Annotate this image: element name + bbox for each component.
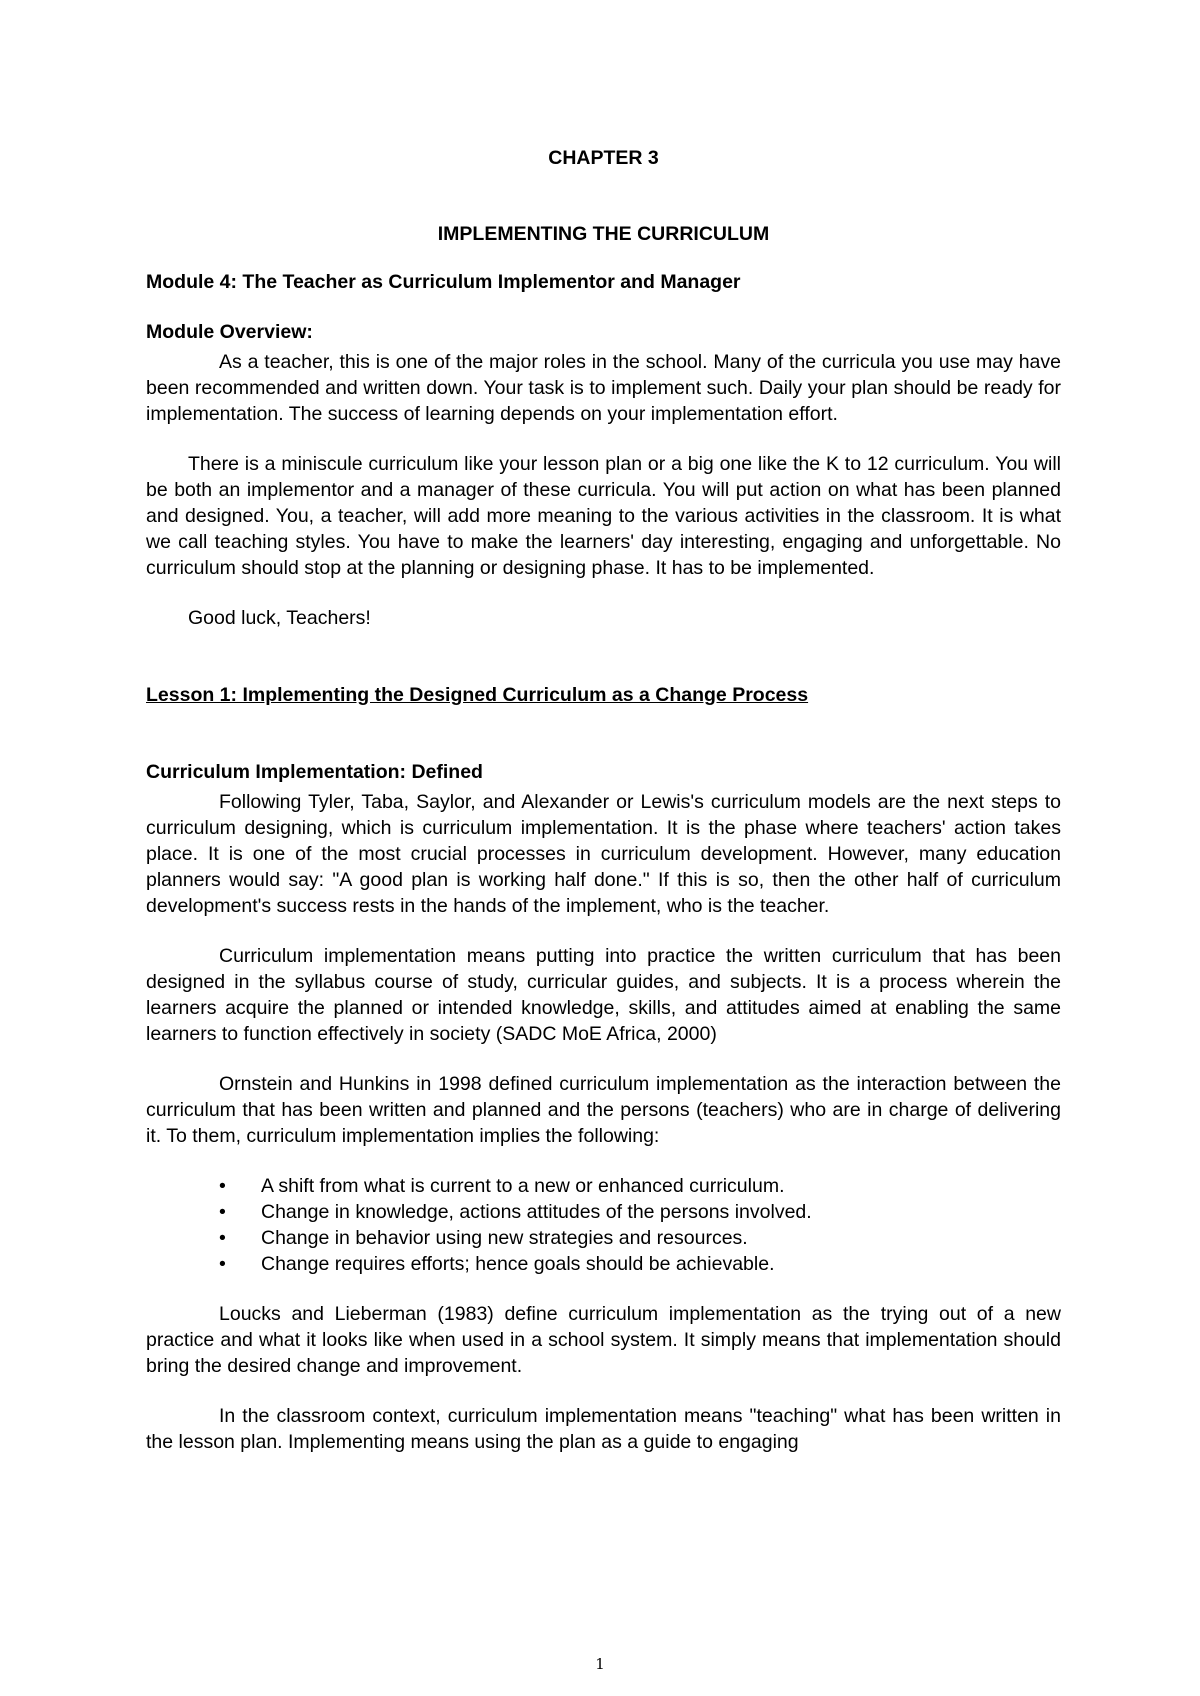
list-item-text: Change in knowledge, actions attitudes of the persons involved. xyxy=(261,1201,812,1223)
section-paragraph: Ornstein and Hunkins in 1998 defined curriculum implementation as the interaction between the curriculum that has been written and planned and the persons (teachers) who are in charge of delivering it. To them, curriculum implementation implies the following: xyxy=(146,1073,1061,1147)
module-title: Module 4: The Teacher as Curriculum Implementor and Manager xyxy=(146,271,741,293)
lesson-title: Lesson 1: Implementing the Designed Curriculum as a Change Process xyxy=(146,684,809,706)
list-item-text: A shift from what is current to a new or enhanced curriculum. xyxy=(261,1175,785,1197)
section-paragraph: Following Tyler, Taba, Saylor, and Alexander or Lewis's curriculum models are the next steps to curriculum designing, which is curriculum implementation. It is the phase where teachers' action takes place. It is one of the most crucial processes in curriculum development. However, many education planners would say: "A good plan is working half done." If this is so, then the other half of curriculum development's success rests in the hands of the implement, who is the teacher. xyxy=(146,791,1061,917)
overview-closing: Good luck, Teachers! xyxy=(188,607,371,629)
list-item xyxy=(219,1199,1061,1225)
section-heading: Curriculum Implementation: Defined xyxy=(146,761,483,783)
bullet-icon: • xyxy=(219,1227,226,1249)
page-number: 1 xyxy=(595,1655,605,1673)
module-overview-label: Module Overview: xyxy=(146,321,313,343)
list-item-text: Change in behavior using new strategies and resources. xyxy=(261,1227,748,1249)
page-content xyxy=(146,145,1061,1455)
bullet-icon: • xyxy=(219,1175,226,1197)
list-item xyxy=(219,1173,1061,1199)
chapter-title: IMPLEMENTING THE CURRICULUM xyxy=(437,223,770,245)
list-item xyxy=(219,1251,1061,1277)
section-paragraph: Curriculum implementation means putting into practice the written curriculum that has been designed in the syllabus course of study, curricular guides, and subjects. It is a process wherein the learners acquire the planned or intended knowledge, skills, and attitudes aimed at enabling the same learners to function effectively in society (SADC MoE Africa, 2000) xyxy=(146,945,1061,1045)
bullet-icon: • xyxy=(219,1253,226,1275)
chapter-label: CHAPTER 3 xyxy=(548,147,659,169)
section-paragraph: In the classroom context, curriculum implementation means "teaching" what has been written in the lesson plan. Implementing means using the plan as a guide to engaging xyxy=(146,1405,1061,1453)
bullet-icon: • xyxy=(219,1201,226,1223)
list-item xyxy=(219,1225,1061,1251)
section-paragraph: Loucks and Lieberman (1983) define curriculum implementation as the trying out of a new practice and what it looks like when used in a school system. It simply means that implementation should bring the desired change and improvement. xyxy=(146,1303,1061,1377)
implications-list xyxy=(146,1173,1061,1277)
list-item-text: Change requires efforts; hence goals should be achievable. xyxy=(261,1253,775,1275)
overview-paragraph: As a teacher, this is one of the major roles in the school. Many of the curricula you use may have been recommended and written down. Your task is to implement such. Daily your plan should be ready for implementation. The success of learning depends on your implementation effort. xyxy=(146,351,1061,425)
overview-paragraph: There is a miniscule curriculum like your lesson plan or a big one like the K to 12 curriculum. You will be both an implementor and a manager of these curricula. You will put action on what has been planned and designed. You, a teacher, will add more meaning to the various activities in the classroom. It is what we call teaching styles. You have to make the learners' day interesting, engaging and unforgettable. No curriculum should stop at the planning or designing phase. It has to be implemented. xyxy=(146,453,1061,579)
